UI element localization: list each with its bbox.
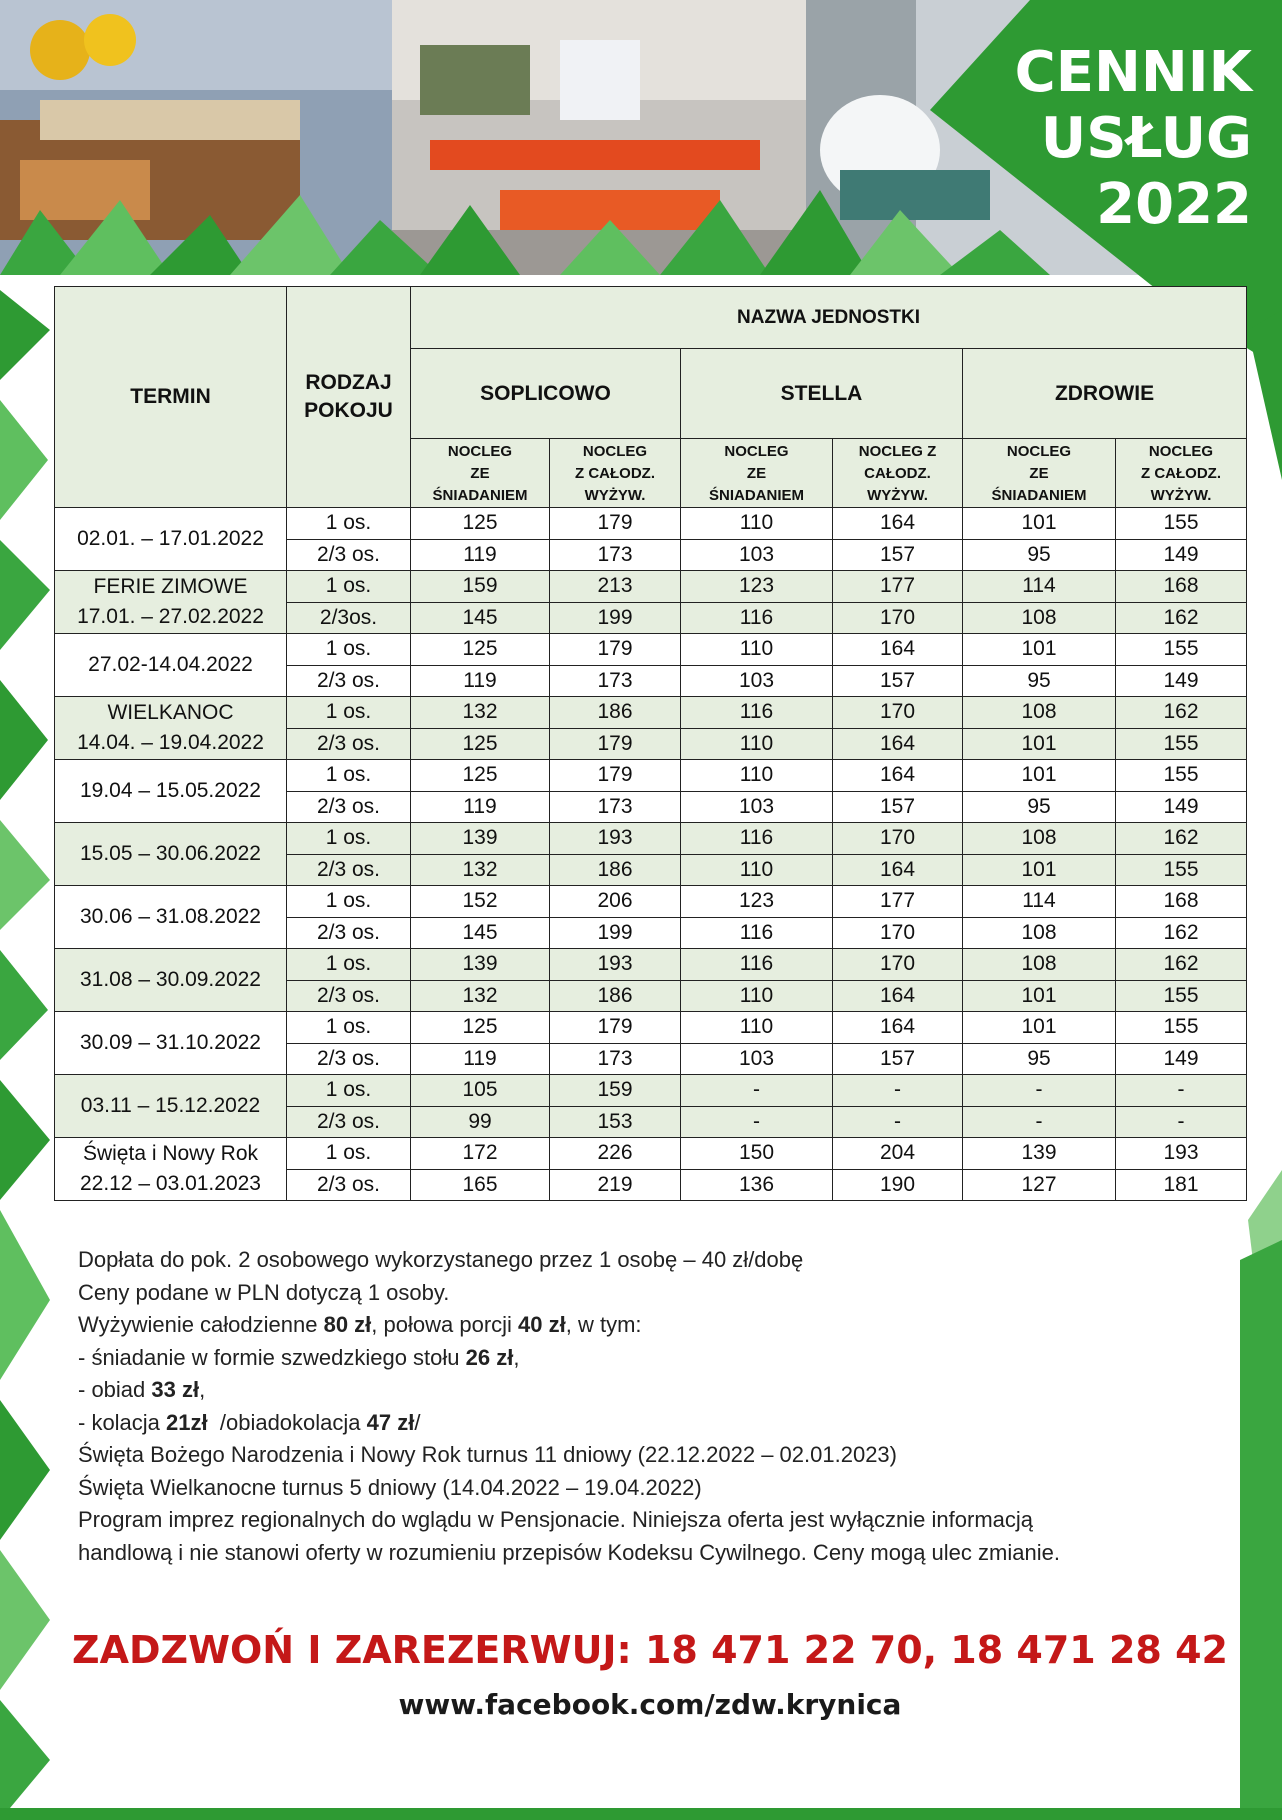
room-type-cell: 2/3 os. [287,854,411,886]
price-cell: 119 [411,791,550,823]
price-cell: 165 [411,1169,550,1201]
room-type-cell: 2/3 os. [287,728,411,760]
room-type-cell: 1 os. [287,1075,411,1107]
price-cell: 101 [963,980,1116,1012]
price-cell: 127 [963,1169,1116,1201]
price-cell: 110 [681,508,833,540]
price-cell: 95 [963,539,1116,571]
price-cell: 164 [833,728,963,760]
price-cell: 132 [411,980,550,1012]
price-cell: 179 [550,1012,681,1044]
room-type-cell: 1 os. [287,760,411,792]
table-row [55,508,1247,540]
price-cell: 155 [1116,854,1247,886]
note-line: Dopłata do pok. 2 osobowego wykorzystanego przez 1 osobę – 40 zł/dobę [78,1247,804,1272]
price-cell: 101 [963,508,1116,540]
price-cell: 164 [833,508,963,540]
price-cell: - [681,1075,833,1107]
price-cell: 186 [550,854,681,886]
price-cell: 179 [550,634,681,666]
price-cell: 157 [833,539,963,571]
price-cell: 155 [1116,980,1247,1012]
price-cell: 110 [681,634,833,666]
price-cell: 95 [963,665,1116,697]
term-cell: 15.05 – 30.06.2022 [55,823,287,886]
price-cell: 181 [1116,1169,1247,1201]
price-cell: 179 [550,728,681,760]
term-cell: 30.06 – 31.08.2022 [55,886,287,949]
price-cell: 164 [833,634,963,666]
price-cell: 164 [833,980,963,1012]
header-subcolumn: NOCLEG Z CAŁODZ. WYŻYW. [833,439,963,508]
price-cell: 139 [411,949,550,981]
note-line: Wyżywienie całodzienne 80 zł, połowa porcji 40 zł, w tym: [78,1312,642,1337]
header-subcolumn: NOCLEG Z CAŁODZ. WYŻYW. [550,439,681,508]
price-cell: 103 [681,665,833,697]
room-type-cell: 1 os. [287,1138,411,1170]
price-cell: 193 [550,823,681,855]
price-cell: 170 [833,949,963,981]
call-to-action: ZADZWOŃ I ZAREZERWUJ: 18 471 22 70, 18 471 28 42 [72,1628,1228,1672]
price-cell: 186 [550,697,681,729]
price-cell: 150 [681,1138,833,1170]
header-termin: TERMIN [55,287,287,508]
price-cell: 173 [550,791,681,823]
price-cell: 149 [1116,1043,1247,1075]
price-cell: - [833,1106,963,1138]
room-type-cell: 1 os. [287,508,411,540]
price-cell: 116 [681,949,833,981]
table-row [55,823,1247,855]
price-cell: 116 [681,917,833,949]
price-cell: 226 [550,1138,681,1170]
header-unit-zdrowie: ZDROWIE [963,349,1247,439]
term-cell: WIELKANOC 14.04. – 19.04.2022 [55,697,287,760]
table-row [55,634,1247,666]
price-cell: 170 [833,602,963,634]
price-cell: 173 [550,539,681,571]
price-cell: 162 [1116,697,1247,729]
note-line: handlową i nie stanowi oferty w rozumieniu przepisów Kodeksu Cywilnego. Ceny mogą ulec zmianie. [78,1539,1060,1565]
price-cell: 125 [411,634,550,666]
price-cell: 170 [833,917,963,949]
price-cell: 110 [681,760,833,792]
price-cell: 172 [411,1138,550,1170]
price-cell: 157 [833,665,963,697]
room-type-cell: 1 os. [287,634,411,666]
price-cell: 101 [963,1012,1116,1044]
note-line: Ceny podane w PLN dotyczą 1 osoby. [78,1279,450,1305]
price-cell: 105 [411,1075,550,1107]
price-cell: 101 [963,760,1116,792]
price-cell: 108 [963,697,1116,729]
price-cell: 139 [411,823,550,855]
table-row [55,571,1247,603]
price-cell: 155 [1116,1012,1247,1044]
table-row [55,760,1247,792]
term-cell: FERIE ZIMOWE 17.01. – 27.02.2022 [55,571,287,634]
price-cell: 101 [963,634,1116,666]
price-cell: 157 [833,1043,963,1075]
room-type-cell: 1 os. [287,697,411,729]
price-cell: 139 [963,1138,1116,1170]
price-cell: - [681,1106,833,1138]
price-cell: 152 [411,886,550,918]
room-type-cell: 1 os. [287,823,411,855]
price-cell: 110 [681,1012,833,1044]
price-cell: 206 [550,886,681,918]
price-cell: 159 [411,571,550,603]
price-cell: 149 [1116,665,1247,697]
price-cell: 159 [550,1075,681,1107]
header-unit-soplicowo: SOPLICOWO [411,349,681,439]
price-cell: 193 [1116,1138,1247,1170]
term-cell: 31.08 – 30.09.2022 [55,949,287,1012]
room-type-cell: 2/3 os. [287,1169,411,1201]
price-cell: 103 [681,539,833,571]
table-row [55,1012,1247,1044]
price-cell: 123 [681,571,833,603]
price-cell: 108 [963,949,1116,981]
price-cell: 145 [411,602,550,634]
price-cell: 164 [833,760,963,792]
room-type-cell: 2/3os. [287,602,411,634]
header-subcolumn: NOCLEG Z CAŁODZ. WYŻYW. [1116,439,1247,508]
note-line: Program imprez regionalnych do wglądu w Pensjonacie. Niniejsza oferta jest wyłącznie informacją [78,1507,1034,1532]
price-cell: 199 [550,917,681,949]
price-cell: 108 [963,917,1116,949]
note-line: - kolacja 21zł /obiadokolacja 47 zł/ [78,1409,421,1435]
price-cell: 145 [411,917,550,949]
price-cell: 101 [963,728,1116,760]
price-cell: 164 [833,1012,963,1044]
price-cell: 186 [550,980,681,1012]
price-cell: 95 [963,791,1116,823]
notes [78,1244,1228,1569]
note-line: - obiad 33 zł, [78,1377,206,1402]
price-cell: - [963,1075,1116,1107]
room-type-cell: 2/3 os. [287,980,411,1012]
header-subcolumn: NOCLEG ZE ŚNIADANIEM [963,439,1116,508]
room-type-cell: 1 os. [287,886,411,918]
price-cell: 119 [411,665,550,697]
price-cell: 110 [681,980,833,1012]
price-cell: 108 [963,823,1116,855]
price-cell: 155 [1116,634,1247,666]
room-type-cell: 2/3 os. [287,791,411,823]
price-cell: 114 [963,571,1116,603]
price-cell: 110 [681,854,833,886]
room-type-cell: 1 os. [287,949,411,981]
price-cell: 155 [1116,728,1247,760]
price-cell: 149 [1116,539,1247,571]
price-cell: 125 [411,760,550,792]
term-cell: 19.04 – 15.05.2022 [55,760,287,823]
price-cell: 193 [550,949,681,981]
price-cell: 103 [681,791,833,823]
price-cell: 170 [833,697,963,729]
room-type-cell: 2/3 os. [287,917,411,949]
price-cell: - [1116,1075,1247,1107]
page-title: CENNIK USŁUG 2022 [1014,40,1252,237]
room-type-cell: 2/3 os. [287,1106,411,1138]
facebook-link[interactable]: www.facebook.com/zdw.krynica [398,1688,902,1721]
price-cell: 119 [411,539,550,571]
price-cell: - [963,1106,1116,1138]
price-cell: 179 [550,760,681,792]
price-cell: 162 [1116,949,1247,981]
header-subcolumn: NOCLEG ZE ŚNIADANIEM [411,439,550,508]
price-cell: 125 [411,1012,550,1044]
room-type-cell: 2/3 os. [287,665,411,697]
price-cell: 153 [550,1106,681,1138]
price-cell: 179 [550,508,681,540]
room-type-cell: 1 os. [287,1012,411,1044]
price-cell: 103 [681,1043,833,1075]
term-cell: 03.11 – 15.12.2022 [55,1075,287,1138]
price-cell: 199 [550,602,681,634]
price-cell: 119 [411,1043,550,1075]
price-cell: 177 [833,886,963,918]
price-cell: 114 [963,886,1116,918]
price-cell: - [833,1075,963,1107]
price-cell: 149 [1116,791,1247,823]
table-row [55,697,1247,729]
term-cell: 02.01. – 17.01.2022 [55,508,287,571]
price-cell: 95 [963,1043,1116,1075]
header-nazwa-jednostki: NAZWA JEDNOSTKI [411,287,1247,349]
price-cell: 132 [411,697,550,729]
term-cell: 30.09 – 31.10.2022 [55,1012,287,1075]
price-cell: 162 [1116,823,1247,855]
term-cell: Święta i Nowy Rok 22.12 – 03.01.2023 [55,1138,287,1201]
price-cell: 108 [963,602,1116,634]
price-cell: 170 [833,823,963,855]
price-cell: 164 [833,854,963,886]
price-cell: 162 [1116,917,1247,949]
price-table [54,286,1247,1201]
note-line: - śniadanie w formie szwedzkiego stołu 26 zł, [78,1344,520,1370]
table-row [55,949,1247,981]
price-cell: 116 [681,823,833,855]
price-cell: 213 [550,571,681,603]
note-line: Święta Wielkanocne turnus 5 dniowy (14.04.2022 – 19.04.2022) [78,1474,702,1500]
price-cell: 204 [833,1138,963,1170]
price-cell: 116 [681,602,833,634]
price-cell: 116 [681,697,833,729]
room-type-cell: 2/3 os. [287,539,411,571]
table-row [55,886,1247,918]
price-cell: 173 [550,665,681,697]
price-cell: 190 [833,1169,963,1201]
header-unit-stella: STELLA [681,349,963,439]
header-subcolumn: NOCLEG ZE ŚNIADANIEM [681,439,833,508]
price-cell: 168 [1116,886,1247,918]
price-cell: 219 [550,1169,681,1201]
price-cell: 173 [550,1043,681,1075]
price-cell: - [1116,1106,1247,1138]
header-rodzaj-pokoju: RODZAJ POKOJU [287,287,411,508]
term-cell: 27.02-14.04.2022 [55,634,287,697]
price-cell: 177 [833,571,963,603]
price-cell: 123 [681,886,833,918]
table-row [55,1138,1247,1170]
price-cell: 125 [411,508,550,540]
price-cell: 125 [411,728,550,760]
note-line: Święta Bożego Narodzenia i Nowy Rok turnus 11 dniowy (22.12.2022 – 02.01.2023) [78,1442,897,1467]
table-row [55,1075,1247,1107]
price-cell: 101 [963,854,1116,886]
price-cell: 132 [411,854,550,886]
price-cell: 155 [1116,760,1247,792]
price-cell: 136 [681,1169,833,1201]
price-cell: 157 [833,791,963,823]
price-cell: 99 [411,1106,550,1138]
price-cell: 162 [1116,602,1247,634]
price-cell: 110 [681,728,833,760]
room-type-cell: 2/3 os. [287,1043,411,1075]
price-cell: 155 [1116,508,1247,540]
price-cell: 168 [1116,571,1247,603]
room-type-cell: 1 os. [287,571,411,603]
